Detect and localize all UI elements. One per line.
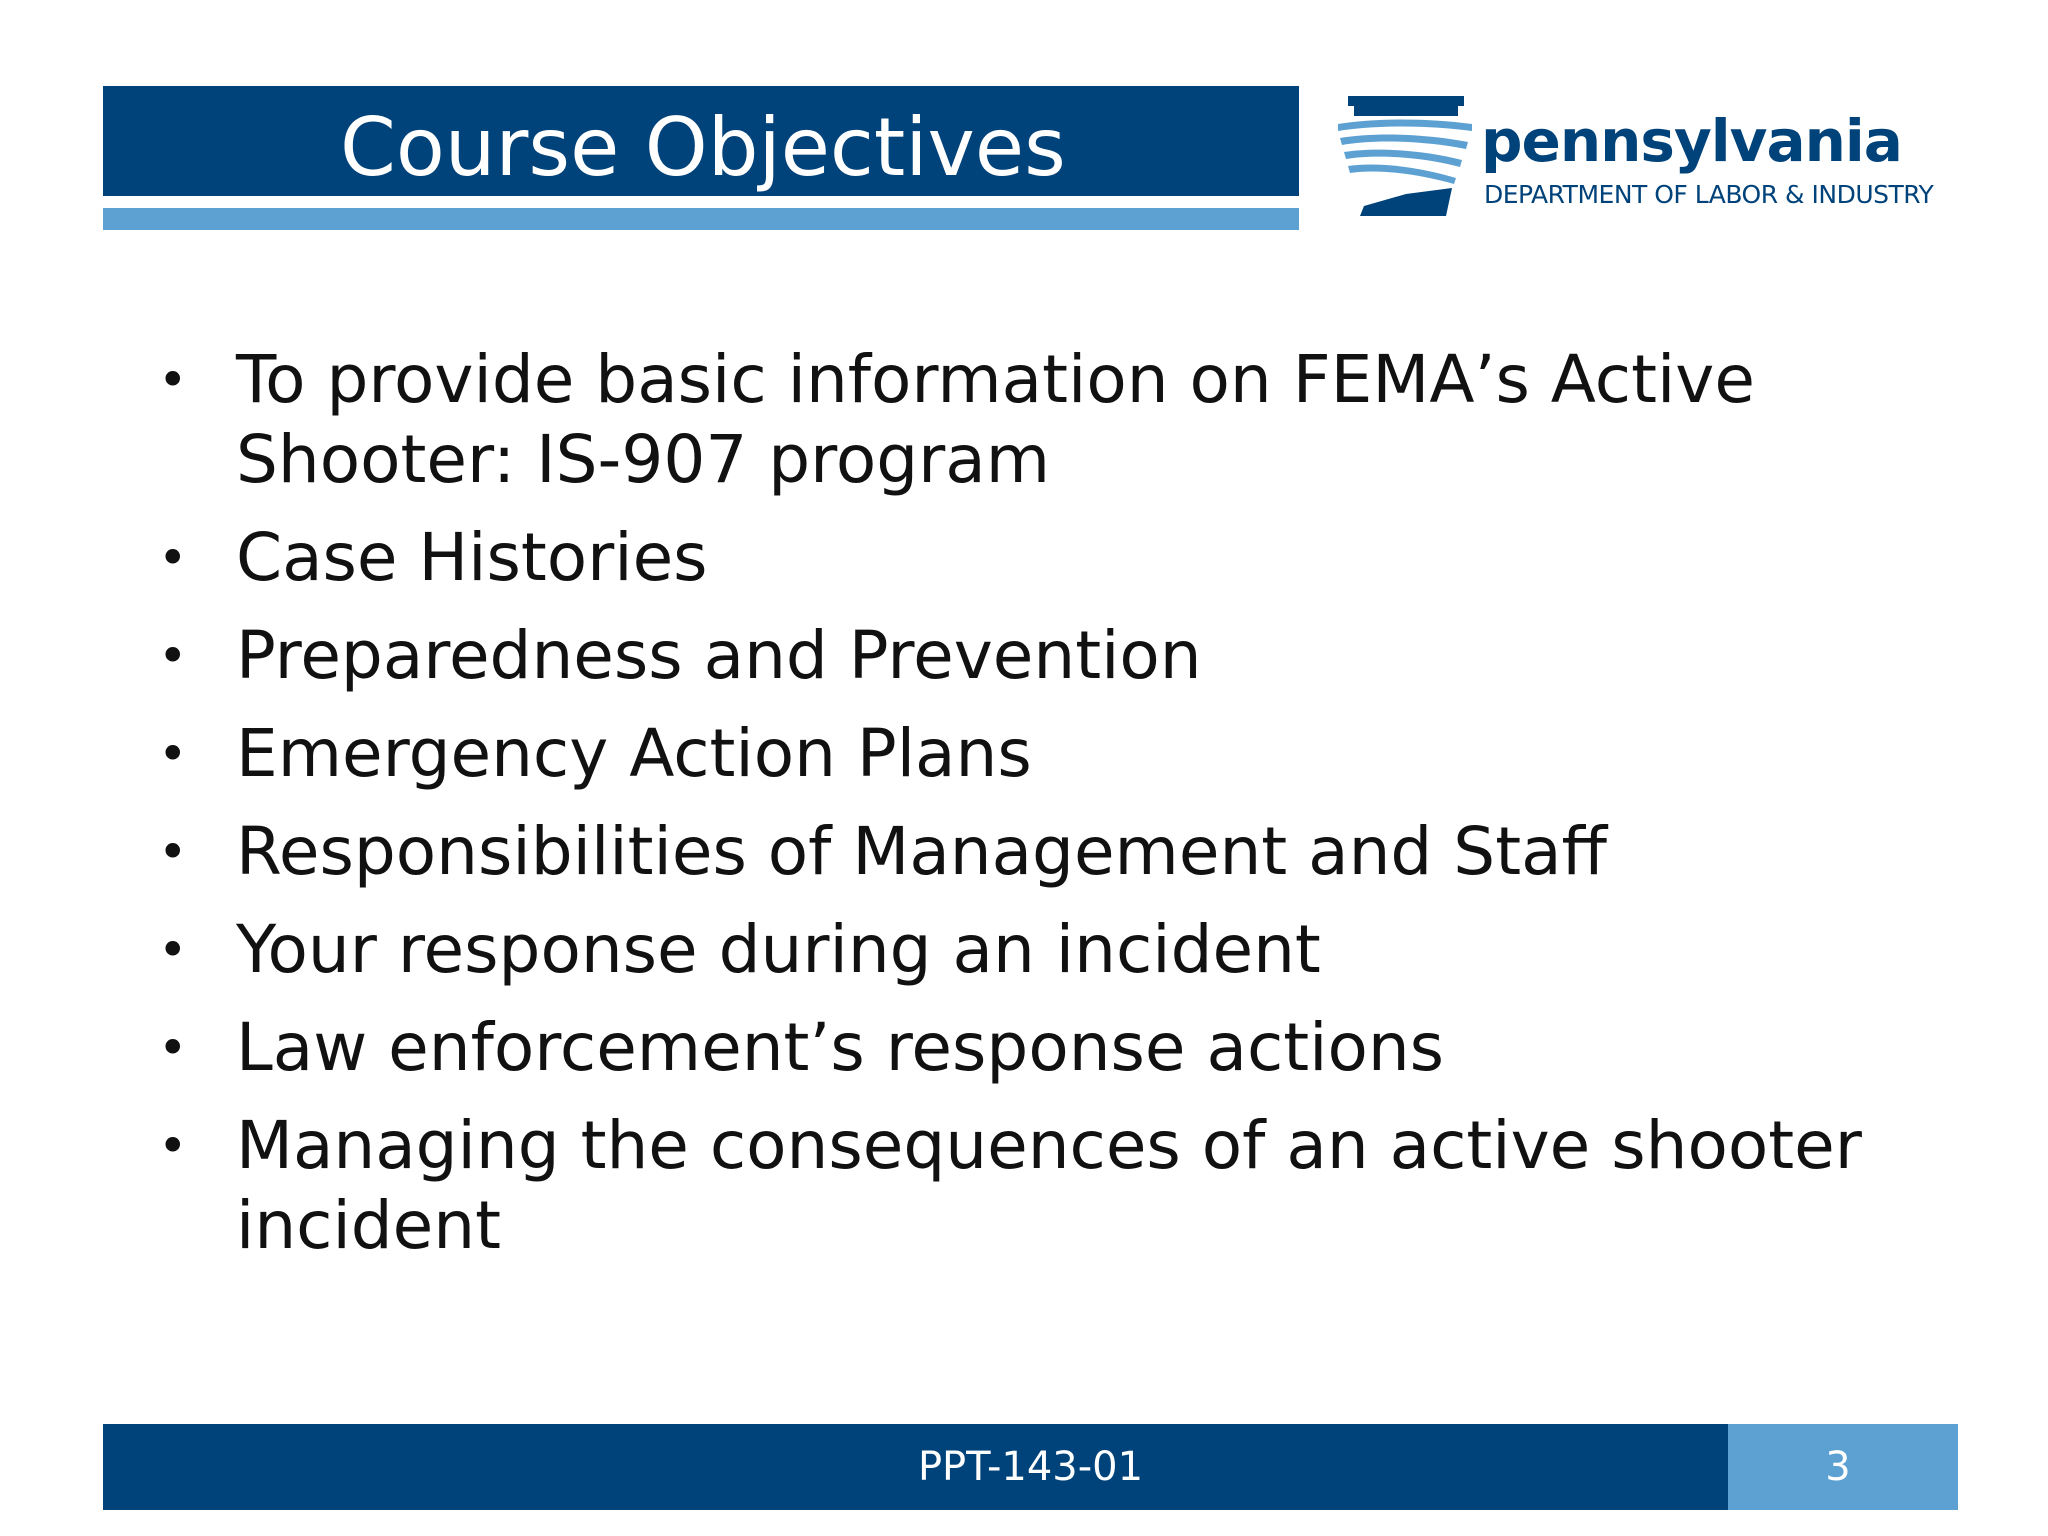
list-item (150, 616, 1930, 696)
objectives-list (150, 340, 1930, 1284)
objective-text: Your response during an incident (236, 911, 1321, 988)
bullet-icon: • (158, 823, 188, 881)
objective-text: Emergency Action Plans (236, 715, 1032, 792)
objective-text: Managing the consequences of an active shooter incident (236, 1107, 1862, 1264)
logo-name: pennsylvania (1481, 107, 1902, 175)
list-item (150, 714, 1930, 794)
list-item (150, 340, 1930, 500)
list-item (150, 518, 1930, 598)
bullet-icon: • (158, 627, 188, 685)
logo-department: DEPARTMENT OF LABOR & INDUSTRY (1484, 180, 1934, 209)
list-item (150, 1106, 1930, 1266)
bullet-icon: • (158, 351, 188, 409)
list-item (150, 812, 1930, 892)
objective-text: To provide basic information on FEMA’s Active Shooter: IS-907 program (236, 341, 1755, 498)
bullet-icon: • (158, 921, 188, 979)
slide-code: PPT-143-01 (917, 1444, 1144, 1490)
title-accent-stripe (103, 208, 1299, 230)
bullet-icon: • (158, 1019, 188, 1077)
pa-labor-industry-logo (1336, 90, 1976, 230)
bullet-icon: • (158, 725, 188, 783)
objective-text: Law enforcement’s response actions (236, 1009, 1445, 1086)
slide-title: Course Objectives (340, 101, 1066, 194)
list-item (150, 910, 1930, 990)
keystone-logo-icon (1336, 94, 1476, 220)
objective-text: Responsibilities of Management and Staff (236, 813, 1607, 890)
objective-text: Preparedness and Prevention (236, 617, 1202, 694)
objective-text: Case Histories (236, 519, 708, 596)
list-item (150, 1008, 1930, 1088)
bullet-icon: • (158, 1117, 188, 1175)
page-number: 3 (1825, 1444, 1851, 1490)
bullet-icon: • (158, 529, 188, 587)
